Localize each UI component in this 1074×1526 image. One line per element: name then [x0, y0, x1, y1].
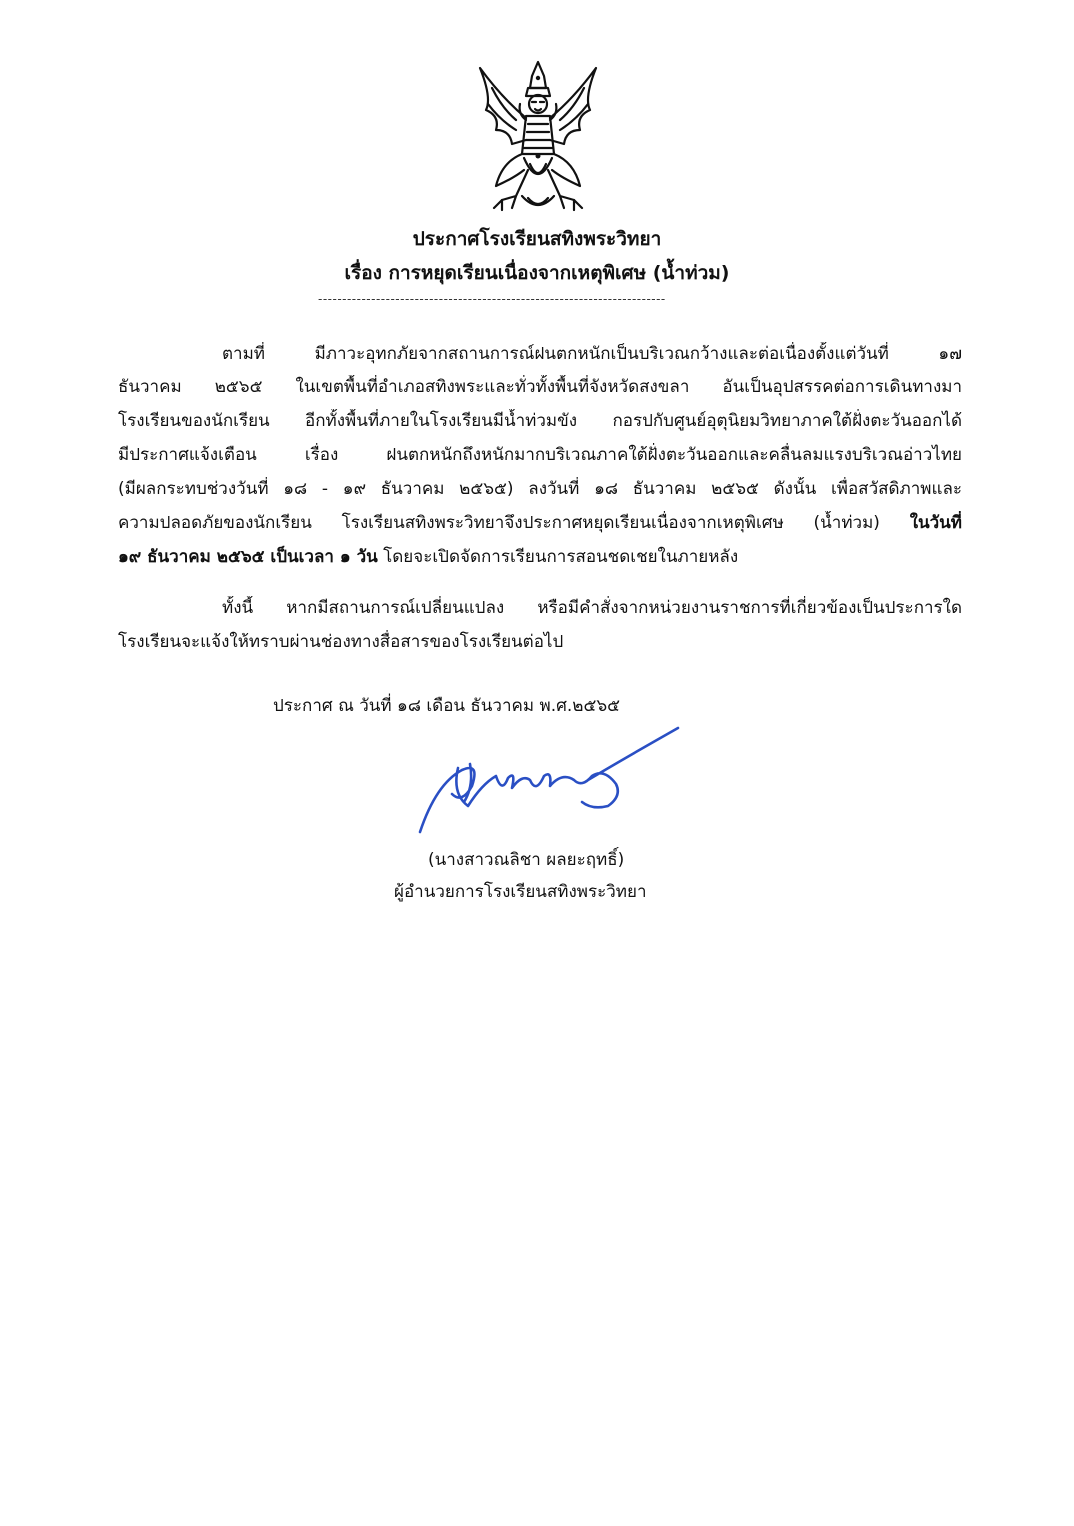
paragraph-2-line-1: ทั้งนี้ หากมีสถานการณ์เปลี่ยนแปลง หรือมีคำสั่งจากหน่วยงานราชการที่เกี่ยวข้องเป็นประการใด	[222, 598, 962, 618]
paragraph-1-line-7	[118, 545, 962, 569]
announcement-title: ประกาศโรงเรียนสทิงพระวิทยา	[412, 228, 662, 250]
holiday-date-emphasis-start: ในวันที่	[909, 513, 962, 533]
signature-image	[412, 724, 690, 844]
announcement-subject: เรื่อง การหยุดเรียนเนื่องจากเหตุพิเศษ (น้ำท่วม)	[344, 262, 730, 284]
paragraph-1-line-5: (มีผลกระทบช่วงวันที่ ๑๘ - ๑๙ ธันวาคม ๒๕๖๕) ลงวันที่ ๑๘ ธันวาคม ๒๕๖๕ ดังนั้น เพื่อสวัสดิภาพและ	[118, 479, 962, 499]
dashed-divider: ------------------------------------------------------------------------	[318, 292, 666, 304]
paragraph-1-line-2: ธันวาคม ๒๕๖๕ ในเขตพื้นที่อำเภอสทิงพระและทั่วทั้งพื้นที่จังหวัดสงขลา อันเป็นอุปสรรคต่อการเดินทางมา	[118, 377, 962, 397]
signatory-position: ผู้อำนวยการโรงเรียนสทิงพระวิทยา	[394, 882, 647, 902]
paragraph-1-line-1: ตามที่ มีภาวะอุทกภัยจากสถานการณ์ฝนตกหนักเป็นบริเวณกว้างและต่อเนื่องตั้งแต่วันที่ ๑๗	[222, 344, 962, 364]
paragraph-1-line-3: โรงเรียนของนักเรียน อีกทั้งพื้นที่ภายในโรงเรียนมีน้ำท่วมขัง กอรปกับศูนย์อุตุนิยมวิทยาภาคใต้ฝั่งตะวันออกได้	[118, 411, 962, 431]
garuda-emblem-icon	[472, 58, 604, 218]
proclamation-date: ประกาศ ณ วันที่ ๑๘ เดือน ธันวาคม พ.ศ.๒๕๖๕	[273, 696, 621, 716]
holiday-date-emphasis: ๑๙ ธันวาคม ๒๕๖๕ เป็นเวลา ๑ วัน	[118, 547, 378, 567]
paragraph-1-line-6	[118, 511, 962, 535]
paragraph-1-line-6-text: ความปลอดภัยของนักเรียน โรงเรียนสทิงพระวิทยาจึงประกาศหยุดเรียนเนื่องจากเหตุพิเศษ (น้ำท่วม)	[118, 513, 910, 533]
signatory-name: (นางสาวณลิชา ผลยะฤทธิ์)	[428, 850, 625, 870]
paragraph-1-line-4: มีประกาศแจ้งเตือน เรื่อง ฝนตกหนักถึงหนักมากบริเวณภาคใต้ฝั่งตะวันออกและคลื่นลมแรงบริเวณอ่าวไทย	[118, 445, 962, 465]
paragraph-2-line-2: โรงเรียนจะแจ้งให้ทราบผ่านช่องทางสื่อสารของโรงเรียนต่อไป	[118, 632, 564, 652]
paragraph-1-line-7-text: โดยจะเปิดจัดการเรียนการสอนชดเชยในภายหลัง	[377, 547, 739, 567]
